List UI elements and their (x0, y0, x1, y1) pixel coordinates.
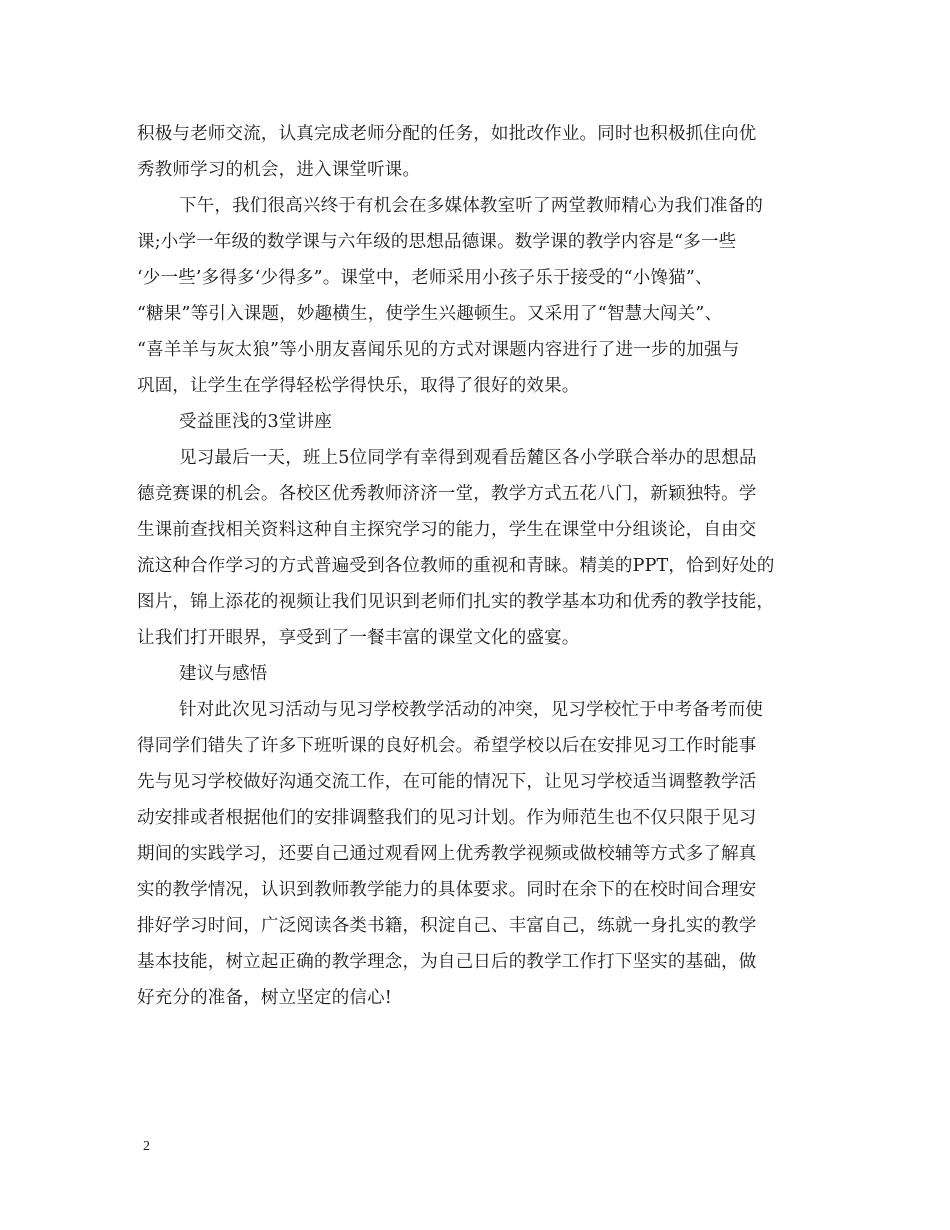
heading-lectures (137, 404, 815, 440)
text-line: “糖果”等引入课题，妙趣横生，使学生兴趣顿生。又采用了“智慧大闯关”、 (137, 304, 723, 324)
text-line: 见习最后一天，班上5位同学有幸得到观看岳麓区各小学联合举办的思想品 (179, 448, 757, 468)
text-line: 好充分的准备，树立坚定的信心! (137, 988, 393, 1008)
text-line: 德竞赛课的机会。各校区优秀教师济济一堂，教学方式五花八门，新颖独特。学 (137, 484, 757, 504)
text-line: 针对此次见习活动与见习学校教学活动的冲突，见习学校忙于中考备考而使 (179, 700, 764, 720)
paragraph-afternoon-class (137, 188, 815, 404)
text-line: 积极与老师交流，认真完成老师分配的任务，如批改作业。同时也积极抓住向优 (137, 124, 757, 144)
text-line: 实的教学情况，认识到教师教学能力的具体要求。同时在余下的在校时间合理安 (137, 880, 757, 900)
text-line: 期间的实践学习，还要自己通过观看网上优秀教学视频或做校辅等方式多了解真 (137, 844, 757, 864)
text-line: 建议与感悟 (179, 664, 268, 684)
text-line: 让我们打开眼界，享受到了一餐丰富的课堂文化的盛宴。 (137, 628, 580, 648)
text-line: 得同学们错失了许多下班听课的良好机会。希望学校以后在安排见习工作时能事 (137, 736, 757, 756)
text-line: “喜羊羊与灰太狼”等小朋友喜闻乐见的方式对课题内容进行了进一步的加强与 (137, 340, 740, 360)
text-line: 巩固，让学生在学得轻松学得快乐，取得了很好的效果。 (137, 376, 580, 396)
heading-suggestions (137, 656, 815, 692)
text-line: 流这种合作学习的方式普遍受到各位教师的重视和青睐。精美的PPT，恰到好处的 (137, 556, 775, 576)
paragraph-last-day (137, 440, 815, 656)
text-line: 生课前查找相关资料这种自主探究学习的能力，学生在课堂中分组谈论，自由交 (137, 520, 757, 540)
text-line: 基本技能，树立起正确的教学理念，为自己日后的教学工作打下坚实的基础，做 (137, 952, 757, 972)
text-line: 先与见习学校做好沟通交流工作，在可能的情况下，让见习学校适当调整教学活 (137, 772, 757, 792)
text-line: 排好学习时间，广泛阅读各类书籍，积淀自己、丰富自己，练就一身扎实的教学 (137, 916, 757, 936)
text-line: 课;小学一年级的数学课与六年级的思想品德课。数学课的教学内容是“多一些 (137, 232, 737, 252)
text-line: 受益匪浅的3堂讲座 (179, 412, 332, 432)
paragraph-suggestions (137, 692, 815, 1016)
text-line: 下午，我们很高兴终于有机会在多媒体教室听了两堂教师精心为我们准备的 (179, 196, 764, 216)
body-text (137, 116, 815, 1016)
text-line: 秀教师学习的机会，进入课堂听课。 (137, 160, 421, 180)
page-number: 2 (143, 1139, 150, 1154)
text-line: ‘少一些’多得多‘少得多”。课堂中，老师采用小孩子乐于接受的“小馋猫”、 (137, 268, 713, 288)
text-line: 动安排或者根据他们的安排调整我们的见习计划。作为师范生也不仅只限于见习 (137, 808, 757, 828)
paragraph-continuation (137, 116, 815, 188)
text-line: 图片，锦上添花的视频让我们见识到老师们扎实的教学基本功和优秀的教学技能， (137, 592, 775, 612)
